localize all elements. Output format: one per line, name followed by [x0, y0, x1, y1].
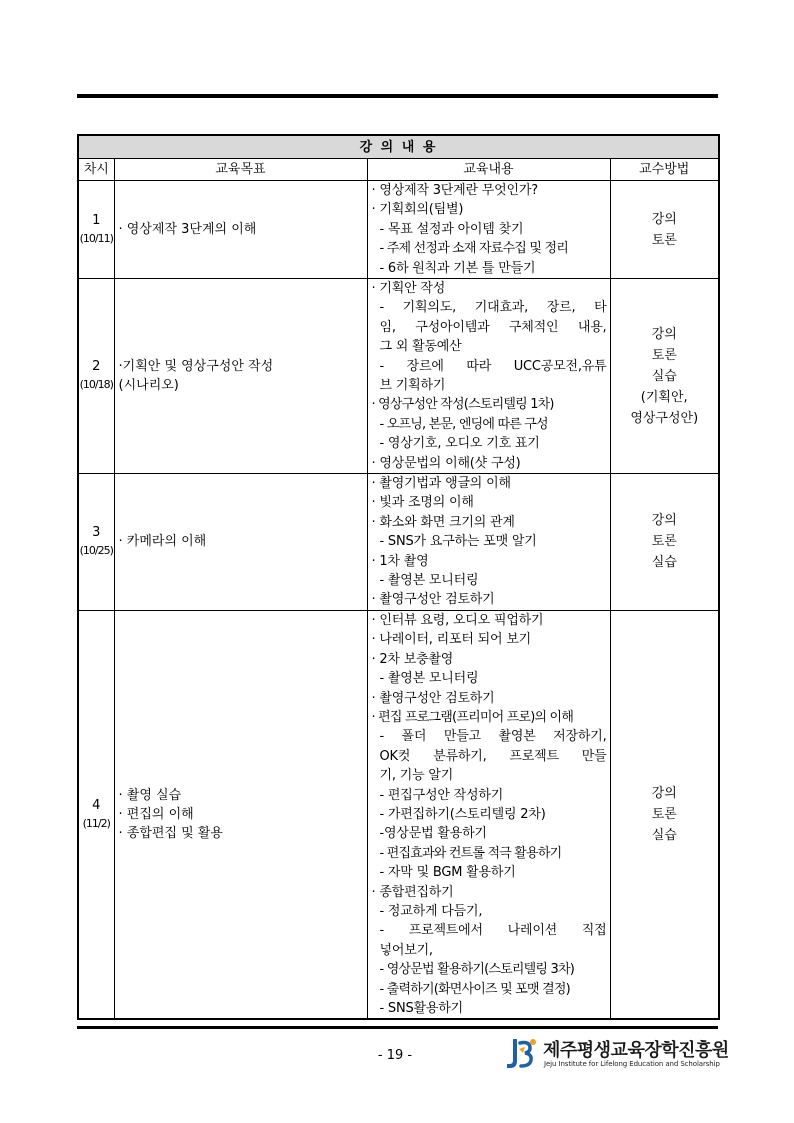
content-line: - 폴더 만들고 촬영본 저장하기,: [379, 729, 607, 745]
session-date: (10/11): [79, 231, 113, 245]
goal-item: · 편집의 이해: [118, 807, 194, 823]
method-item: 토론: [651, 807, 677, 823]
method-cell: [610, 279, 719, 474]
page-number: - 19 -: [377, 1048, 413, 1063]
content-line: - 장르에 따라 UCC공모전,유튜: [379, 358, 607, 374]
content-line: - 오프닝, 본문, 엔딩에 따른 구성: [379, 416, 548, 432]
session-cell: [78, 279, 114, 474]
method-cell: [610, 181, 719, 279]
content-line: - 가편집하기(스토리텔링 2차): [379, 806, 546, 822]
table-row: [78, 181, 719, 279]
content-line: - 영상문법 활용하기(스토리텔링 3차): [379, 962, 575, 978]
content-line: · 영상문법의 이해(샷 구성): [371, 455, 521, 471]
content-cell: [367, 279, 610, 474]
content-line: · 빛과 조명의 이해: [371, 495, 474, 511]
org-name: 제주평생교육장학진흥원: [543, 1040, 729, 1061]
content-line: · 기획회의(팀별): [371, 202, 464, 218]
content-line: · 촬영기법과 앵글의 이해: [371, 476, 511, 492]
content-line: - 주제 선정과 소재 자료수집 및 정리: [379, 241, 568, 257]
header-method: 교수방법: [610, 159, 719, 181]
org-logo: [503, 1035, 729, 1075]
content-line: · 촬영구성안 검토하기: [371, 592, 495, 608]
content-line: - 목표 설정과 아이템 찾기: [379, 221, 524, 237]
content-line: · 영상제작 3단계란 무엇인가?: [371, 183, 538, 198]
table-title: 강 의 내 용: [78, 135, 719, 159]
goal-item: · 촬영 실습: [118, 788, 182, 804]
method-item: 토론: [651, 534, 677, 550]
content-line: - 출력하기(화면사이즈 및 포맷 결정): [379, 981, 570, 997]
content-line: 넣어보기,: [379, 942, 433, 958]
session-date: (11/2): [82, 816, 110, 830]
content-line: -영상문법 활용하기: [379, 826, 487, 842]
content-line: - 정교하게 다듬기,: [379, 903, 483, 919]
goal-item: ·기획안 및 영상구성안 작성: [118, 359, 274, 375]
footer-rule: [77, 1026, 718, 1029]
method-item: 강의: [651, 326, 677, 342]
table-row: [78, 474, 719, 611]
goal-item: · 종합편집 및 활용: [118, 826, 223, 842]
goal-item: (시나리오): [118, 378, 179, 394]
header-goal: 교육목표: [114, 159, 367, 181]
content-line: 브 기획하기: [379, 378, 446, 394]
method-item: 토론: [651, 232, 677, 248]
content-line: · 촬영구성안 검토하기: [371, 690, 495, 706]
method-item: 강의: [651, 211, 677, 227]
goal-cell: [114, 610, 367, 1019]
content-line: · 기획안 작성: [371, 281, 446, 297]
content-line: · 1차 촬영: [371, 553, 429, 569]
header-content: 교육내용: [367, 159, 610, 181]
content-line: - 촬영본 모니터링: [379, 573, 479, 589]
content-cell: [367, 610, 610, 1019]
method-item: 강의: [651, 513, 677, 529]
session-number: 1: [92, 212, 101, 228]
content-cell: [367, 474, 610, 611]
content-line: - 촬영본 모니터링: [379, 671, 479, 687]
content-line: OK컷 분류하기, 프로젝트 만들: [379, 748, 607, 764]
content-cell: [367, 181, 610, 279]
method-item: 영상구성안): [630, 410, 699, 426]
content-line: - 기획의도, 기대효과, 장르, 타: [379, 300, 607, 316]
method-item: 강의: [651, 786, 677, 802]
table-title-row: [78, 135, 719, 159]
session-date: (10/25): [79, 543, 113, 557]
method-item: (기획안,: [640, 389, 688, 405]
content-line: - 편집효과와 컨트롤 적극 활용하기: [379, 845, 562, 861]
content-line: - SNS활용하기: [379, 1000, 463, 1016]
content-line: - 프로젝트에서 나레이션 직접: [379, 923, 607, 939]
course-table: [77, 134, 720, 1020]
session-cell: [78, 474, 114, 611]
content-line: 기, 기능 알기: [379, 768, 454, 784]
content-line: · 편집 프로그램(프리미어 프로)의 이해: [371, 709, 574, 725]
content-line: - 편집구성안 작성하기: [379, 787, 504, 803]
header-rule: [77, 94, 718, 98]
table-row: [78, 279, 719, 474]
org-logo-icon: [503, 1035, 539, 1071]
content-line: · 인터뷰 요령, 오디오 픽업하기: [371, 612, 544, 628]
method-cell: [610, 474, 719, 611]
method-item: 실습: [651, 555, 677, 571]
header-session: 차시: [78, 159, 114, 181]
goal-cell: [114, 279, 367, 474]
content-line: · 화소와 화면 크기의 관계: [371, 514, 515, 530]
content-line: · 나레이터, 리포터 되어 보기: [371, 632, 532, 648]
goal-item: · 카메라의 이해: [118, 534, 207, 550]
method-item: 실습: [651, 368, 677, 384]
method-cell: [610, 610, 719, 1019]
session-number: 2: [92, 359, 101, 375]
content-line: · 종합편집하기: [371, 884, 454, 900]
content-line: - 6하 원칙과 기본 틀 만들기: [379, 260, 536, 276]
content-line: · 영상구성안 작성(스토리텔링 1차): [371, 397, 554, 413]
session-number: 4: [92, 797, 101, 813]
content-line: 그 외 활동예산: [379, 339, 462, 355]
session-cell: [78, 181, 114, 279]
goal-cell: [114, 181, 367, 279]
session-date: (10/18): [79, 378, 113, 392]
goal-item: · 영상제작 3단계의 이해: [118, 222, 257, 238]
content-line: 임, 구성아이템과 구체적인 내용,: [379, 319, 607, 335]
method-item: 실습: [651, 828, 677, 844]
content-line: - SNS가 요구하는 포맷 알기: [379, 534, 537, 550]
org-name-english: Jeju Institute for Lifelong Education and Scholarship: [544, 1060, 720, 1068]
content-line: - 자막 및 BGM 활용하기: [379, 865, 516, 881]
table-header-row: [78, 159, 719, 181]
session-number: 3: [92, 524, 101, 540]
goal-cell: [114, 474, 367, 611]
table-row: [78, 610, 719, 1019]
session-cell: [78, 610, 114, 1019]
content-line: - 영상기호, 오디오 기호 표기: [379, 436, 540, 452]
method-item: 토론: [651, 347, 677, 363]
content-line: · 2차 보충촬영: [371, 651, 454, 667]
